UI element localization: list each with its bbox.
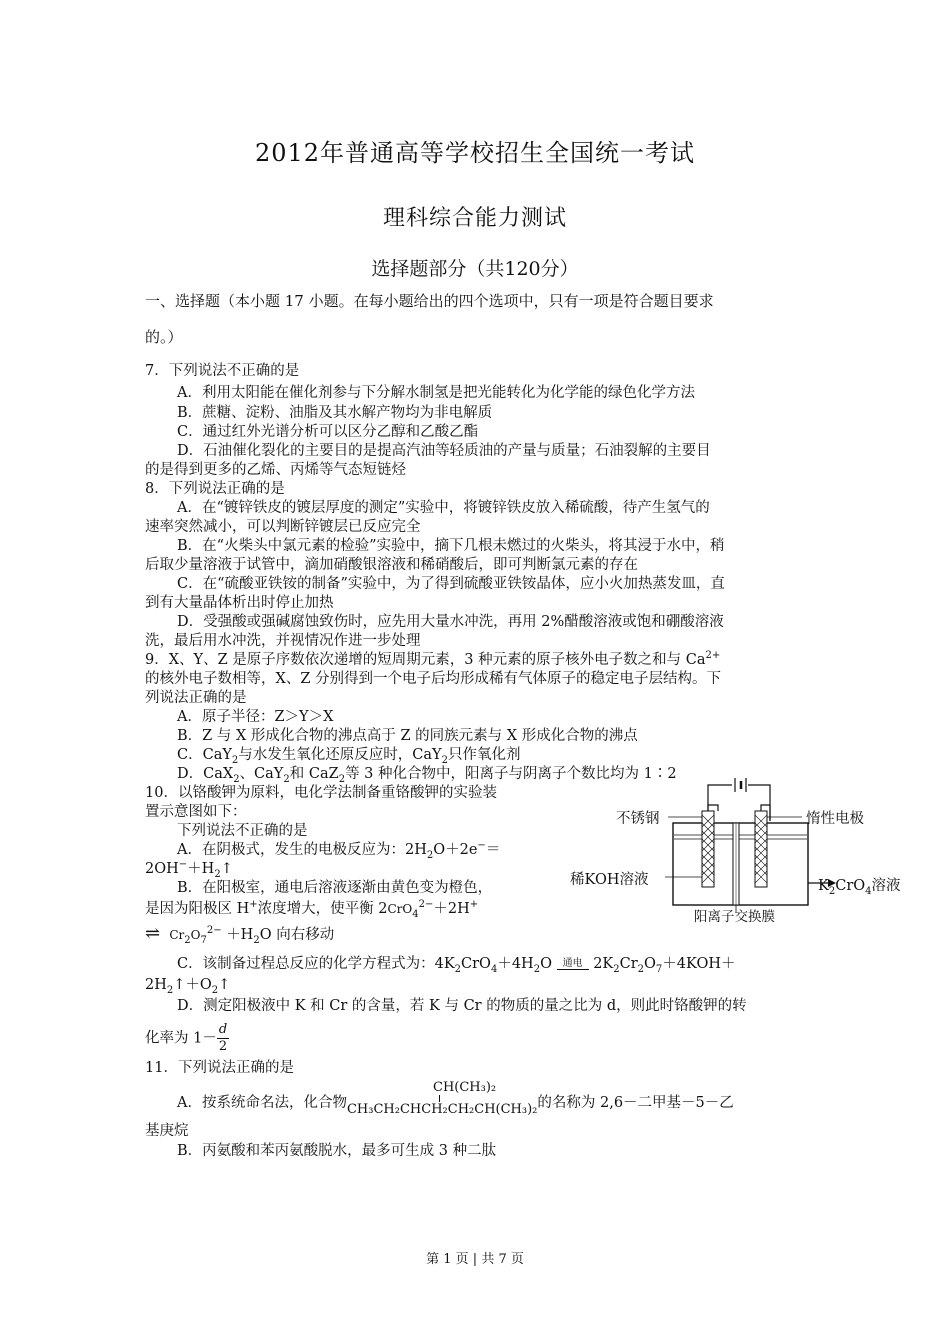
label-stainless-steel: 不锈钢 <box>616 811 660 827</box>
q7-option-d-2: 的是得到更多的乙烯、丙烯等气态短链烃 <box>145 462 406 478</box>
q10-option-d-2: 化率为 1－ $\frac{d}{2}$ <box>145 1022 228 1054</box>
exam-subtitle: 理科综合能力测试 <box>382 206 567 231</box>
q7-option-a: A．利用太阳能在催化剂参与下分解水制氢是把光能转化为化学能的绿色化学方法 <box>177 385 695 401</box>
q10-stem-3: 下列说法不正确的是 <box>177 823 308 839</box>
q9-option-d: D．CaX$_2$、CaY$_2$和 CaZ$_2$等 3 种化合物中，阳离子与阴离子个数比均为 1∶2 <box>177 766 677 785</box>
q7-stem: 7．下列说法不正确的是 <box>145 363 300 379</box>
q11-formula-main: CH₃CH₂CHCH₂CH₂CH(CH₃)₂ <box>346 1102 538 1117</box>
reaction-condition: 通电 <box>557 959 589 970</box>
electrolysis-diagram <box>570 775 930 925</box>
q8-option-b-2: 后取少量溶液于试管中，滴加硝酸银溶液和稀硝酸后，即可判断氯元素的存在 <box>145 557 638 573</box>
electrolysis-apparatus <box>570 775 930 925</box>
q7-option-d-1: D．石油催化裂化的主要目的是提高汽油等轻质油的产量与质量；石油裂解的主要目 <box>177 443 711 459</box>
instructions-line-2: 的。） <box>145 328 183 346</box>
q8-stem: 8．下列说法正确的是 <box>145 481 285 497</box>
q11-stem: 11．下列说法正确的是 <box>145 1060 294 1076</box>
q7-option-c: C．通过红外光谱分析可以区分乙醇和乙酸乙酯 <box>177 424 479 440</box>
q11-option-a-1: A．按系统命名法，化合物CH₃CH₂CHCH₂CH₂CH(CH₃)₂的名称为 2,6－二甲基－5－乙 <box>177 1095 734 1117</box>
q10-option-a-2: $2OH^-+H_2↑$ <box>145 859 233 880</box>
q9-stem-1: 9．X、Y、Z 是原子序数依次递增的短周期元素，3 种元素的原子核外电子数之和与 $Ca^{2+}$ <box>145 650 721 668</box>
q9-stem-2: 的核外电子数相等，X、Z 分别得到一个电子后均形成稀有气体原子的稳定电子层结构。下 <box>145 671 722 687</box>
q8-option-a-2: 速率突然减小，可以判断锌镀层已反应完全 <box>145 519 421 535</box>
q8-option-a-1: A．在“镀锌铁皮的镀层厚度的测定”实验中，将镀锌铁皮放入稀硫酸，待产生氢气的 <box>177 500 710 516</box>
label-membrane: 阳离子交换膜 <box>694 909 775 925</box>
instructions-line-1: 一、选择题（本小题 17 小题。在每小题给出的四个选项中，只有一项是符合题目要求 <box>145 292 714 310</box>
q10-option-a-1: A．在阴极式，发生的电极反应为：$2H_2O+2e^-=$ <box>177 840 501 861</box>
q8-option-b-1: B．在“火柴头中氯元素的检验”实验中，摘下几根未燃过的火柴头，将其浸于水中，稍 <box>177 538 725 554</box>
label-inert-electrode: 惰性电极 <box>806 811 864 827</box>
q9-stem-3: 列说法正确的是 <box>145 690 247 706</box>
q9-option-b: B．Z 与 X 形成化合物的沸点高于 Z 的同族元素与 X 形成化合物的沸点 <box>177 728 638 744</box>
exam-title: 2012年普通高等学校招生全国统一考试 <box>254 139 696 167</box>
label-k2cro4-solution: $K_2CrO_4$溶液 <box>818 878 901 897</box>
q10-stem-1: 10．以铬酸钾为原料，电化学法制备重铬酸钾的实验装 <box>145 785 497 801</box>
q10-stem-2: 置示意图如下： <box>145 804 247 820</box>
q10-option-b-1: B．在阳极室，通电后溶液逐渐由黄色变为橙色， <box>177 880 493 896</box>
q10-option-b-2: 是因为阳极区 H+浓度增大，使平衡 2CrO$_4^{2-}$＋2H+ <box>145 899 479 920</box>
q8-option-d-1: D．受强酸或强碱腐蚀致伤时，应先用大量水冲洗，再用 2%醋酸溶液或饱和硼酸溶液 <box>177 614 724 630</box>
q11-option-a-2: 基庚烷 <box>145 1123 189 1139</box>
q11-formula-branch: CH(CH₃)₂ <box>433 1080 497 1095</box>
equilibrium-arrow-icon: ⇌ <box>145 923 161 944</box>
q7-option-b: B．蔗糖、淀粉、油脂及其水解产物均为非电解质 <box>177 405 493 421</box>
q8-option-d-2: 洗，最后用水冲洗，并视情况作进一步处理 <box>145 633 421 649</box>
fraction: $\frac{d}{2}$ <box>218 1022 228 1054</box>
q10-option-b-3: ⇌ $Cr_2O_7^{2-} +H_2O$ 向右移动 <box>145 923 335 946</box>
page-footer: 第 1 页 | 共 7 页 <box>426 1252 524 1267</box>
q11-option-b: B．丙氨酸和苯丙氨酸脱水，最多可生成 3 种二肽 <box>177 1143 497 1159</box>
q10-option-c-1: C．该制备过程总反应的化学方程式为：$4K_2CrO_4+4H_2O$ 通电 $2K_2Cr_2O_7+4KOH+$ <box>177 956 736 975</box>
q8-option-c-1: C．在“硫酸亚铁铵的制备”实验中，为了得到硫酸亚铁铵晶体，应小火加热蒸发皿，直 <box>177 576 725 592</box>
q8-option-c-2: 到有大量晶体析出时停止加热 <box>145 595 334 611</box>
q10-option-d-1: D．测定阳极液中 K 和 Cr 的含量，若 K 与 Cr 的物质的量之比为 d，则此时铬酸钾的转 <box>177 998 747 1014</box>
section-heading: 选择题部分（共120分） <box>371 258 579 280</box>
q10-option-c-2: $2H_2↑+O_2↑$ <box>145 977 231 996</box>
q9-option-a: A．原子半径：Z＞Y＞X <box>177 709 334 725</box>
label-koh-solution: 稀KOH溶液 <box>570 872 649 888</box>
q9-option-c: C．CaY$_2$与水发生氧化还原反应时，CaY$_2$只作氧化剂 <box>177 747 521 766</box>
